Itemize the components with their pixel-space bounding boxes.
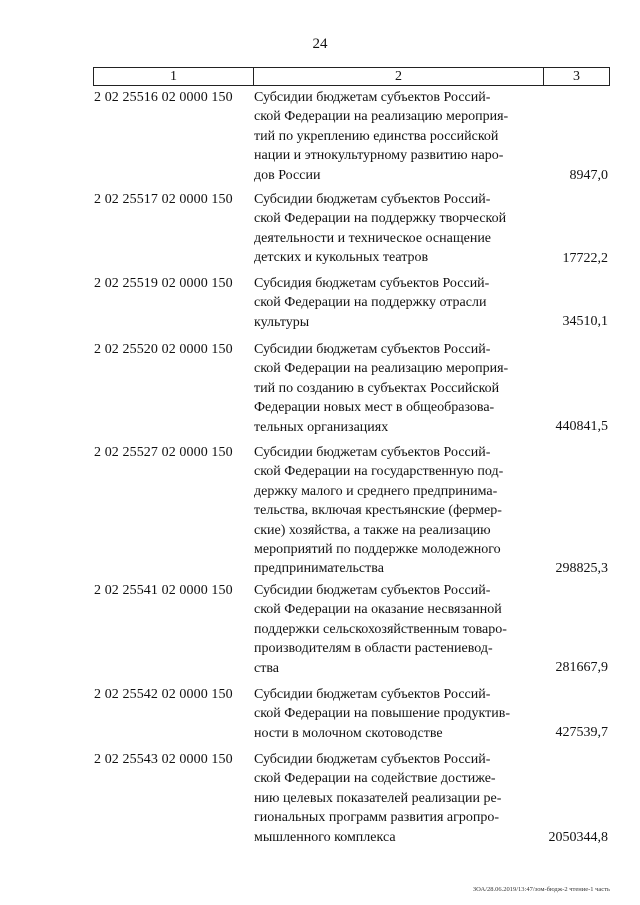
row-description: Субсидии бюджетам субъектов Россий- ской Федерации на реализацию мероприя- тий по созданию в субъектах Российской Федерации новых мест в общеобразова- тельных организациях: [254, 342, 509, 435]
budget-code: 2 02 25543 02 0000 150: [94, 752, 233, 767]
budget-code: 2 02 25520 02 0000 150: [94, 342, 233, 357]
row-description: Субсидии бюджетам субъектов Россий- ской Федерации на повышение продуктив- ности в молочном скотоводстве: [254, 687, 511, 741]
table-header-col-2: 2: [254, 68, 544, 85]
budget-code: 2 02 25519 02 0000 150: [94, 276, 233, 291]
row-amount: 427539,7: [555, 725, 608, 740]
document-footer-stamp: ЗОА/28.06.2019/13:47/зом-бюдж-2 чтение-1 часть: [472, 886, 610, 893]
page-number: 24: [312, 36, 328, 52]
row-amount: 2050344,8: [548, 830, 608, 845]
row-amount: 34510,1: [562, 314, 608, 329]
row-description: Субсидии бюджетам субъектов Россий- ской Федерации на реализацию мероприя- тий по укреплению единства российской нации и этнокультурному развитию наро- дов России: [254, 90, 509, 183]
budget-code: 2 02 25527 02 0000 150: [94, 445, 233, 460]
row-description: Субсидии бюджетам субъектов Россий- ской Федерации на государственную под- держку малого и среднего предпринима- тельства, включая крестьянские (фермер- ские) хозяйства, а также на реализацию мероприятий по поддержке молодежного предпринимательства: [254, 445, 504, 577]
table-header-row: [93, 67, 610, 86]
row-amount: 281667,9: [555, 660, 608, 675]
budget-code: 2 02 25516 02 0000 150: [94, 90, 233, 105]
budget-code: 2 02 25542 02 0000 150: [94, 687, 233, 702]
row-description: Субсидия бюджетам субъектов Россий- ской Федерации на поддержку отрасли культуры: [254, 276, 490, 330]
table-header-col-1: 1: [94, 68, 254, 85]
budget-code: 2 02 25517 02 0000 150: [94, 192, 233, 207]
row-description: Субсидии бюджетам субъектов Россий- ской Федерации на оказание несвязанной поддержки сельскохозяйственным товаро- производителям в области растениевод- ства: [254, 583, 507, 676]
table-header-col-3: 3: [573, 69, 580, 84]
row-amount: 17722,2: [562, 251, 608, 266]
row-description: Субсидии бюджетам субъектов Россий- ской Федерации на поддержку творческой деятельности и техническое оснащение детских и кукольных театров: [254, 192, 507, 266]
row-amount: 298825,3: [555, 561, 608, 576]
budget-code: 2 02 25541 02 0000 150: [94, 583, 233, 598]
row-amount: 8947,0: [569, 168, 608, 183]
row-amount: 440841,5: [555, 419, 608, 434]
row-description: Субсидии бюджетам субъектов Россий- ской Федерации на содействие достиже- нию целевых показателей реализации ре- гиональных программ развития агропро- мышленного комплекса: [254, 752, 502, 845]
